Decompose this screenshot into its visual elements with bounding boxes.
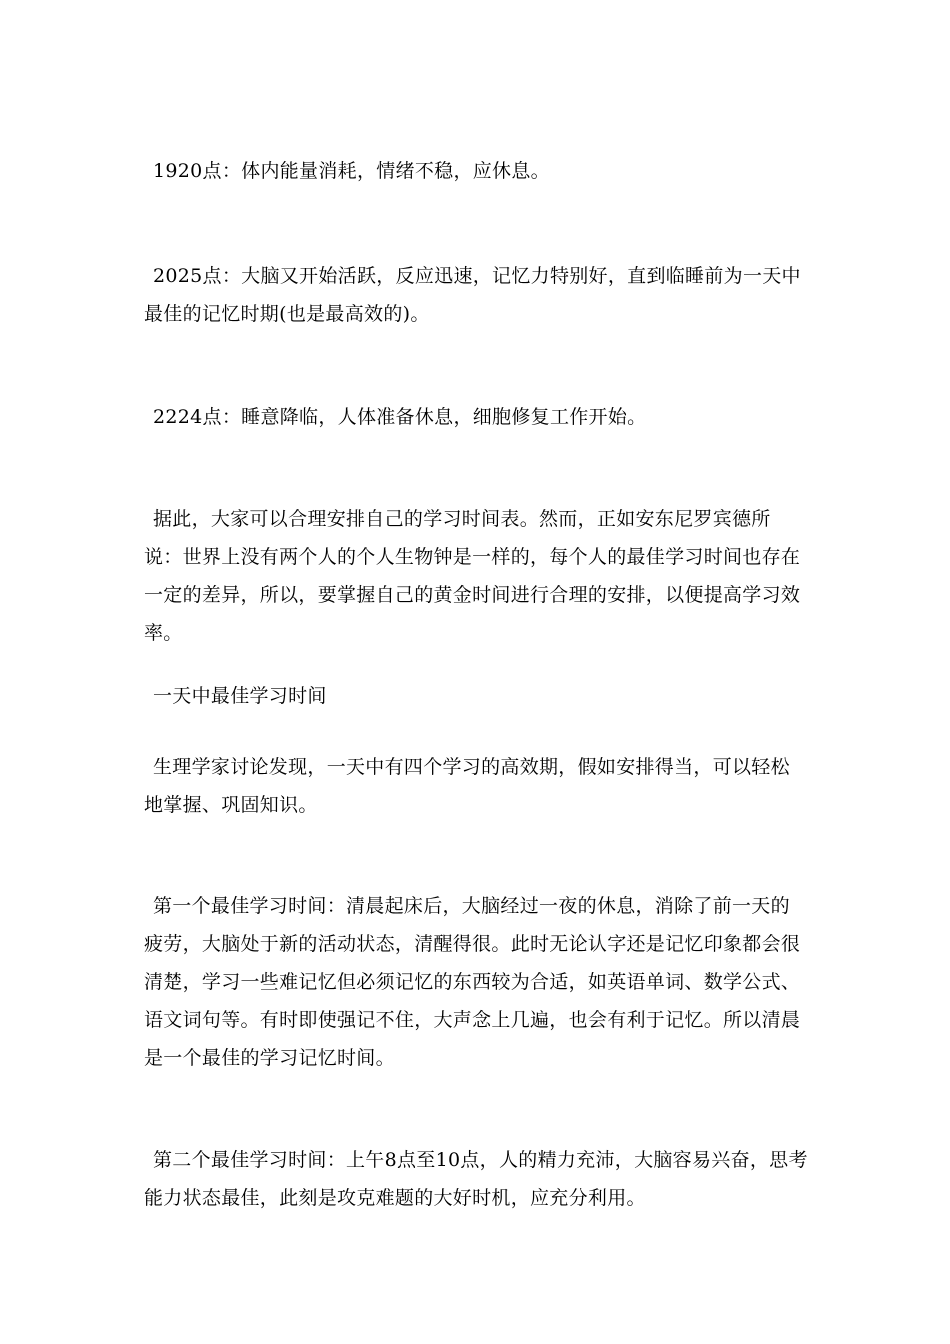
paragraph-second-period: 第二个最佳学习时间：上午8点至10点，人的精力充沛，大脑容易兴奋，思考能力状态最佳，此刻是攻克难题的大好时机，应充分利用。 bbox=[144, 1149, 808, 1209]
paragraph-intro-four-periods: 生理学家讨论发现，一天中有四个学习的高效期，假如安排得当，可以轻松地掌握、巩固知识。 bbox=[144, 756, 790, 816]
section-heading: 一天中最佳学习时间 bbox=[153, 685, 327, 707]
paragraph-first-period: 第一个最佳学习时间：清晨起床后，大脑经过一夜的休息，消除了前一天的疲劳，大脑处于新的活动状态，清醒得很。此时无论认字还是记忆印象都会很清楚，学习一些难记忆但必须记忆的东西较为合适，如英语单词、数学公式、语文词句等。有时即使强记不住，大声念上几遍，也会有利于记忆。所以清晨是一个最佳的学习记忆时间。 bbox=[144, 895, 801, 1069]
paragraph-schedule-advice: 据此，大家可以合理安排自己的学习时间表。然而，正如安东尼罗宾德所说：世界上没有两个人的个人生物钟是一样的，每个人的最佳学习时间也存在一定的差异，所以，要掌握自己的黄金时间进行合理的安排，以便提高学习效率。 bbox=[144, 508, 801, 644]
paragraph-2224: 2224点：睡意降临，人体准备休息，细胞修复工作开始。 bbox=[153, 406, 647, 428]
paragraph-2025: 2025点：大脑又开始活跃，反应迅速，记忆力特别好，直到临睡前为一天中最佳的记忆时期(也是最高效的)。 bbox=[144, 265, 801, 325]
paragraph-1920: 1920点：体内能量消耗，情绪不稳，应休息。 bbox=[153, 160, 550, 182]
